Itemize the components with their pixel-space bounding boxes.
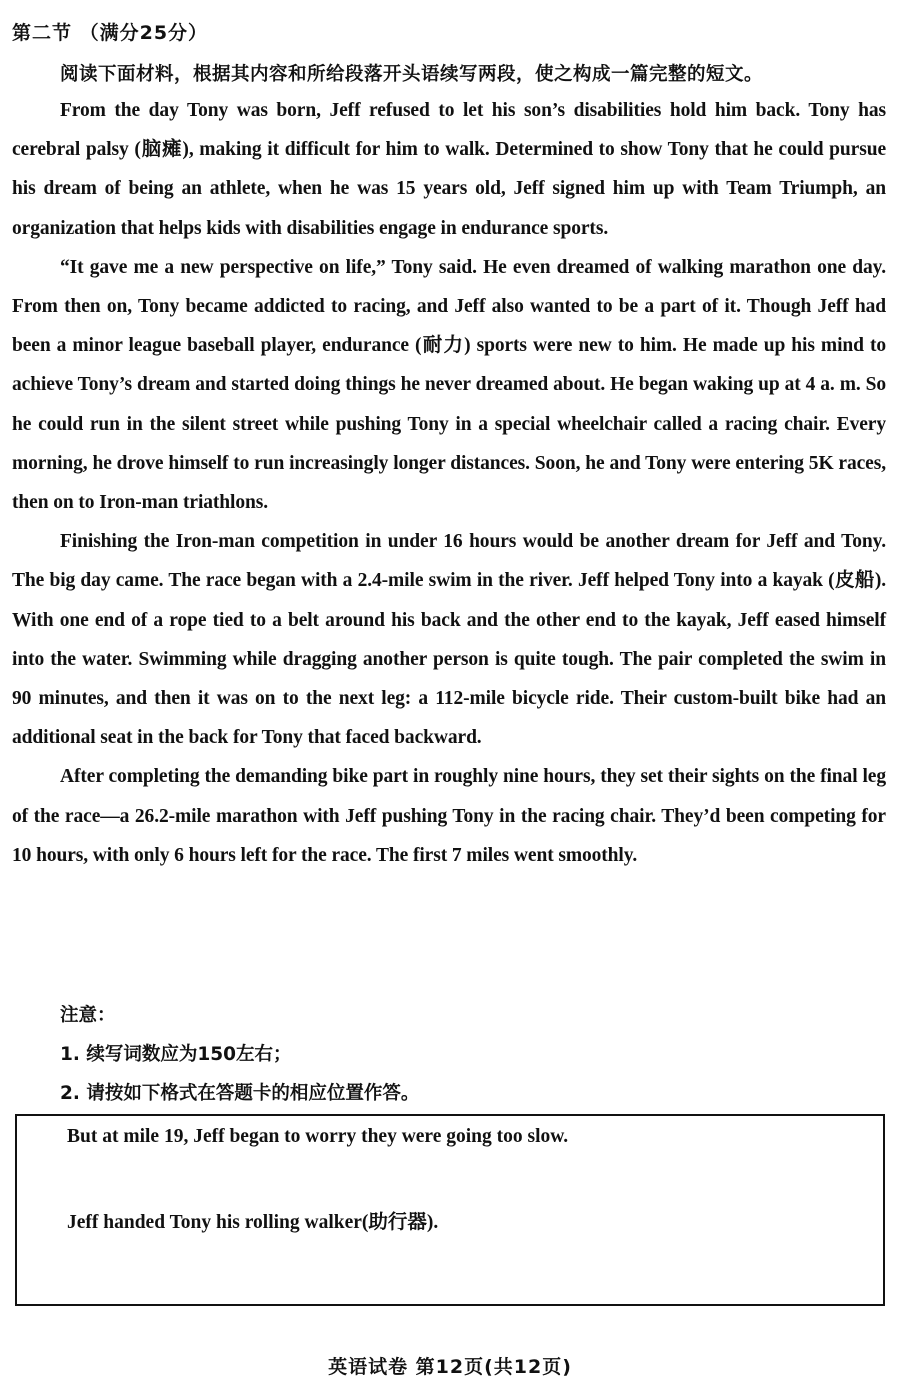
paragraph-starter-2: Jeff handed Tony his rolling walker(助行器). [67,1212,439,1233]
notes-section [60,996,419,1113]
page-footer: 英语试卷 第12页(共12页) [328,1356,572,1378]
passage-paragraph-1: From the day Tony was born, Jeff refused to let his son’s disabilities hold him back. Tony has cerebral palsy (脑瘫), making it difficult for him to walk. Determined to show Tony that he could pursue his dream of being an athlete, when he was 15 years old, Jeff signed him up with Team Triumph, an organization that helps kids with disabilities engage in endurance sports. [12,100,886,239]
notes-title: 注意： [60,1005,116,1026]
answer-format-box [15,1114,885,1306]
passage-paragraph-2: “It gave me a new perspective on life,” Tony said. He even dreamed of walking marathon one day. From then on, Tony became addicted to racing, and Jeff also wanted to be a part of it. Though Jeff had been a minor league baseball player, endurance (耐力) sports were new to him. He made up his mind to achieve Tony’s dream and started doing things he never dreamed about. He began waking up at 4 a. m. So he could run in the silent street while pushing Tony in a special wheelchair called a racing chair. Every morning, he drove himself to run increasingly longer distances. Soon, he and Tony were entering 5K races, then on to Iron-man triathlons. [12,256,886,514]
note-item-format: 2. 请按如下格式在答题卡的相应位置作答。 [60,1083,420,1104]
paragraph-starter-1: But at mile 19, Jeff began to worry they were going too slow. [67,1126,569,1147]
section-heading: 第二节 （满分25分） [12,22,209,44]
passage-paragraph-3: Finishing the Iron-man competition in under 16 hours would be another dream for Jeff and Tony. The big day came. The race began with a 2.4-mile swim in the river. Jeff helped Tony into a kayak (皮船). With one end of a rope tied to a belt around his back and the other end to the kayak, Jeff eased himself into the water. Swimming while dragging another person is quite tough. The pair completed the swim in 90 minutes, and then it was on to the next leg: a 112-mile bicycle ride. Their custom-built bike had an additional seat in the back for Tony that faced backward. [12,531,886,749]
note-item-word-count: 1. 续写词数应为150左右； [60,1044,292,1065]
reading-passage [12,91,886,875]
passage-paragraph-4: After completing the demanding bike part in roughly nine hours, they set their sights on the final leg of the race—a 26.2-mile marathon with Jeff pushing Tony in the racing chair. They’d been competing for 10 hours, with only 6 hours left for the race. The first 7 miles went smoothly. [12,766,886,866]
writing-instruction: 阅读下面材料，根据其内容和所给段落开头语续写两段，使之构成一篇完整的短文。 [60,64,764,85]
